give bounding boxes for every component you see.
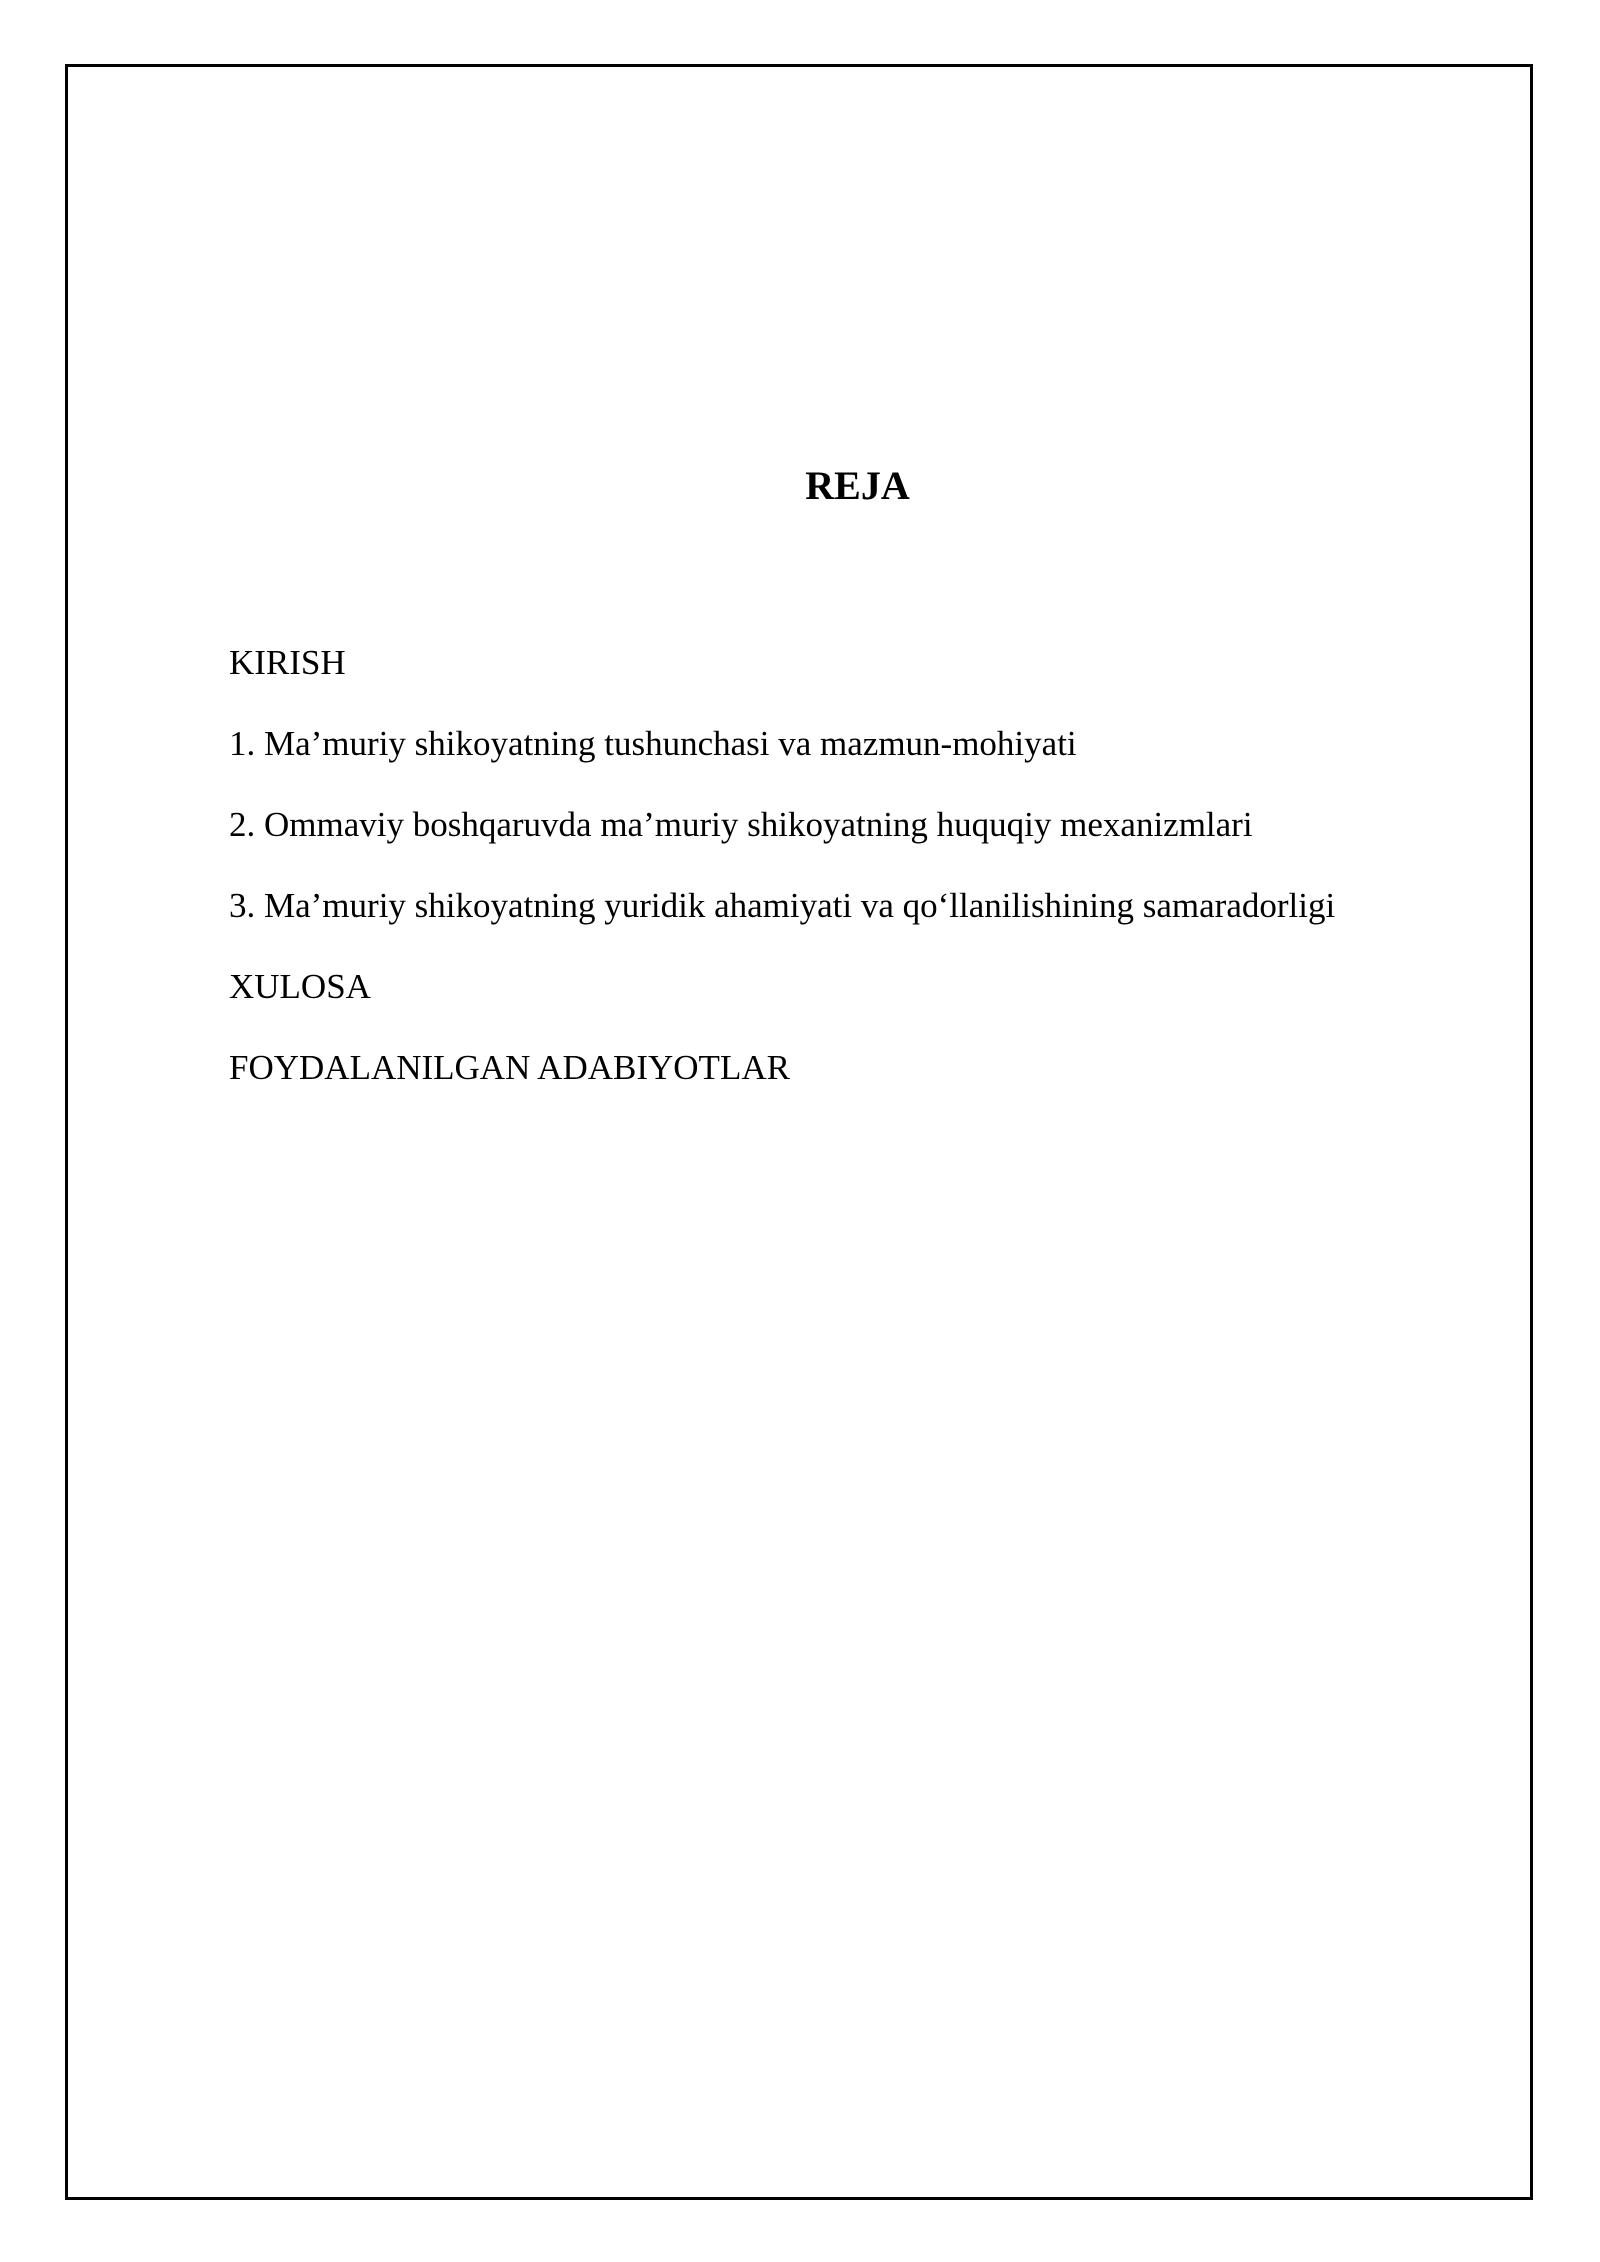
table-of-contents — [229, 640, 1335, 1126]
toc-item-introduction: KIRISH — [229, 643, 346, 682]
toc-item-section-3: 3. Ma’muriy shikoyatning yuridik ahamiyati va qo‘llanilishining samaradorligi — [229, 886, 1336, 925]
page-border — [65, 64, 1533, 2200]
page-title: REJA — [805, 463, 910, 508]
toc-item-section-1: 1. Ma’muriy shikoyatning tushunchasi va mazmun-mohiyati — [229, 724, 1077, 763]
toc-item-section-2: 2. Ommaviy boshqaruvda ma’muriy shikoyatning huquqiy mexanizmlari — [229, 805, 1253, 844]
toc-item-conclusion: XULOSA — [229, 967, 371, 1006]
toc-item-references: FOYDALANILGAN ADABIYOTLAR — [229, 1048, 790, 1087]
